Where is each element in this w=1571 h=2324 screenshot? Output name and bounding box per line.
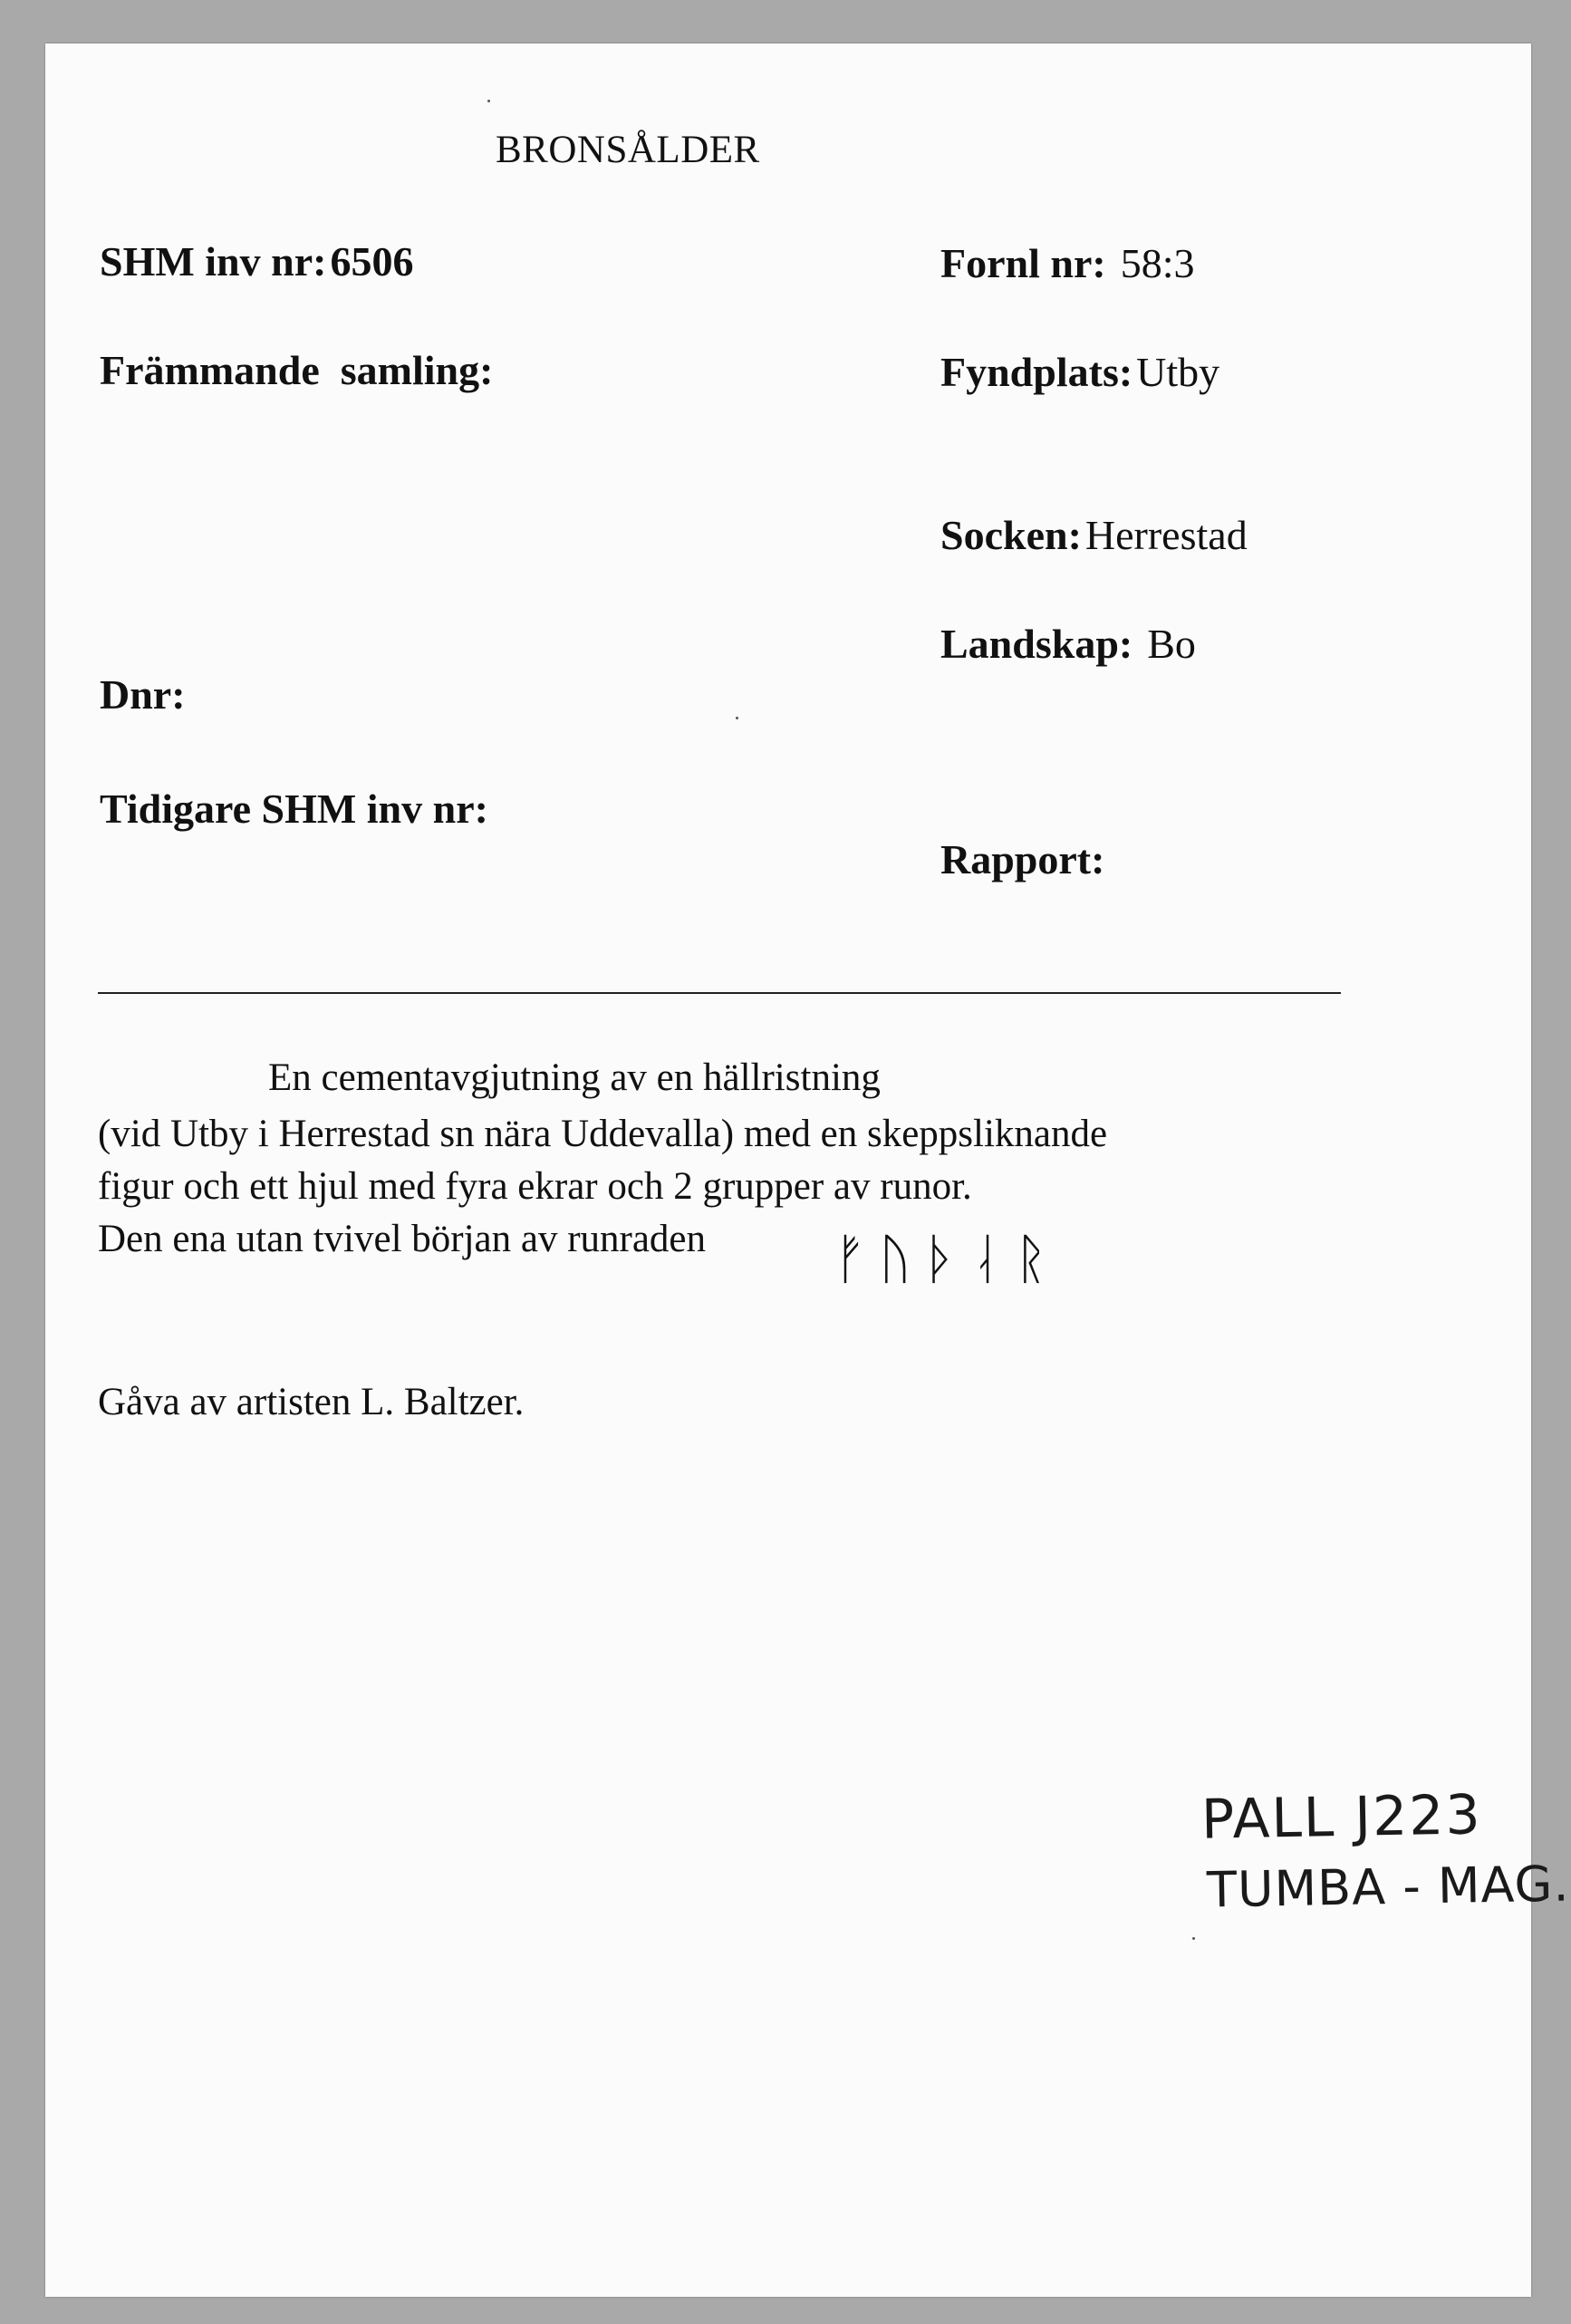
handwritten-runes: ᚠᚢᚦᛆᚱ — [834, 1228, 1060, 1291]
scan-speck — [487, 100, 490, 102]
handwritten-storage-code: PALL J223 — [1200, 1783, 1483, 1852]
description-line-4: Den ena utan tvivel början av runraden — [98, 1218, 707, 1260]
scan-speck — [1192, 1937, 1195, 1940]
rapport-label: Rapport: — [940, 836, 1105, 882]
fyndplats-field — [940, 349, 1220, 395]
socken-field — [940, 512, 1248, 558]
shm-inv-label: SHM inv nr: — [100, 238, 327, 284]
shm-inv-value: 6506 — [330, 238, 414, 284]
scan-speck — [736, 717, 738, 719]
landskap-field — [940, 623, 1196, 665]
fyndplats-value: Utby — [1136, 349, 1220, 395]
landskap-value: Bo — [1147, 621, 1196, 667]
description-line-3: figur och ett hjul med fyra ekrar och 2 grupper av runor. — [98, 1165, 972, 1208]
landskap-label: Landskap: — [940, 621, 1133, 667]
fornl-nr-field — [940, 240, 1195, 286]
gift-note: Gåva av artisten L. Baltzer. — [98, 1381, 525, 1423]
frammande-samling-label: Främmande samling: — [100, 347, 494, 393]
divider-line — [98, 992, 1341, 994]
dnr-label: Dnr: — [100, 671, 186, 718]
tidigare-shm-label: Tidigare SHM inv nr: — [100, 786, 488, 832]
period-heading: BRONSÅLDER — [496, 129, 760, 171]
rapport-field — [940, 836, 1105, 882]
socken-value: Herrestad — [1084, 512, 1248, 558]
socken-label: Socken: — [940, 512, 1082, 558]
frammande-samling-field — [100, 347, 494, 393]
catalog-card — [45, 43, 1571, 2297]
fyndplats-label: Fyndplats: — [940, 349, 1133, 395]
dnr-field — [100, 671, 186, 718]
tidigare-shm-field — [100, 788, 488, 830]
description-line-2: (vid Utby i Herrestad sn nära Uddevalla) med en skeppsliknande — [98, 1113, 1108, 1155]
fornl-nr-label: Fornl nr: — [940, 240, 1106, 286]
shm-inv-field — [100, 238, 414, 284]
description-line-1: En cementavgjutning av en hällristning — [268, 1056, 881, 1099]
fornl-nr-value: 58:3 — [1120, 240, 1195, 286]
handwritten-storage-location: TUMBA - MAG. — [1206, 1855, 1571, 1919]
